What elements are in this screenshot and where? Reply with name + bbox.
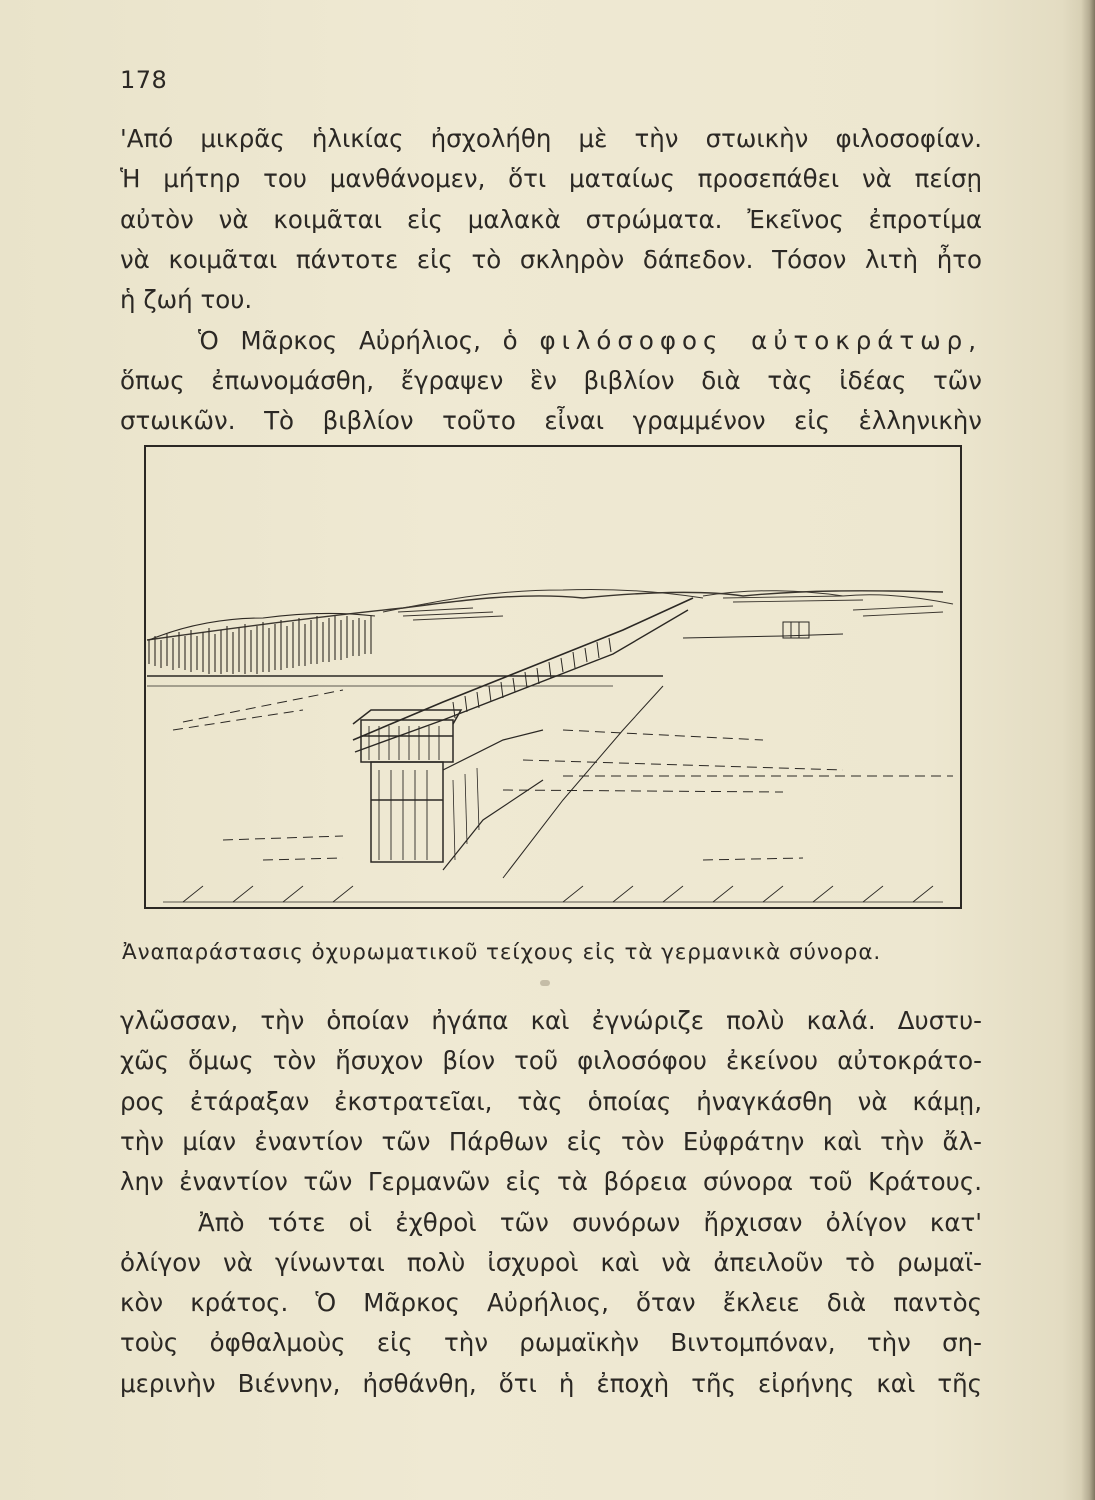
wall-drawing xyxy=(143,440,965,914)
text-line: λην ἐναντίον τῶν Γερμανῶν εἰς τὰ βόρεια σύνορα τοῦ Κράτους. xyxy=(120,1167,982,1197)
text-line: ὅπως ἐπωνομάσθη, ἔγραψεν ἓν βιβλίον διὰ τὰς ἰδέας τῶν xyxy=(120,365,982,395)
text-line: γλῶσσαν, τὴν ὁποίαν ἠγάπα καὶ ἐγνώριζε πολὺ καλά. Δυστυ- xyxy=(120,1006,982,1035)
paragraph-campaigns xyxy=(120,1001,982,1202)
paragraph-enemies xyxy=(120,1203,982,1404)
paragraph-book xyxy=(120,321,982,442)
text-line: ρος ἐτάραξαν ἐκστρατεῖαι, τὰς ὁποίας ἠναγκάσθη νὰ κάμῃ, xyxy=(120,1086,982,1116)
text-line: στωικῶν. Τὸ βιβλίον τοῦτο εἶναι γραμμένον εἰς ἑλληνικὴν xyxy=(120,406,982,436)
text-line: αὐτὸν νὰ κοιμᾶται εἰς μαλακὰ στρώματα. Ἐκεῖνος ἐπροτίμα xyxy=(120,204,982,234)
text-line: Ἡ μήτηρ του μανθάνομεν, ὅτι ματαίως προσεπάθει νὰ πείσῃ xyxy=(120,164,982,194)
paragraph-childhood xyxy=(120,119,982,320)
figure-caption: Ἀναπαράστασις ὀχυρωματικοῦ τείχους εἰς τὰ γερμανικὰ σύνορα. xyxy=(122,940,882,965)
text-line: κὸν κράτος. Ὁ Μᾶρκος Αὐρήλιος, ὅταν ἔκλειε διὰ παντὸς xyxy=(120,1288,982,1318)
text-segment: Ὁ Μᾶρκος Αὐρήλιος, ὁ xyxy=(198,325,518,355)
text-line: τὴν μίαν ἐναντίον τῶν Πάρθων εἰς τὸν Εὐφράτην καὶ τὴν ἄλ- xyxy=(120,1126,982,1156)
print-speck xyxy=(540,980,550,986)
text-line: μερινὴν Βιέννην, ἠσθάνθη, ὅτι ἡ ἐποχὴ τῆς εἰρήνης καὶ τῆς xyxy=(120,1368,982,1398)
emphasized-phrase: φιλόσοφος αὐτοκράτωρ, xyxy=(539,325,982,355)
text-line: νὰ κοιμᾶται πάντοτε εἰς τὸ σκληρὸν δάπεδον. Τόσον λιτὴ ἦτο xyxy=(120,244,982,274)
text-line: τοὺς ὀφθαλμοὺς εἰς τὴν ρωμαϊκὴν Βιντομπόναν, τὴν ση- xyxy=(120,1328,982,1358)
text-line: 'Από μικρᾶς ἡλικίας ἠσχολήθη μὲ τὴν στωικὴν φιλοσοφίαν. xyxy=(120,124,982,153)
page-edge-shadow xyxy=(1081,0,1095,1500)
text-line: Ἀπὸ τότε οἱ ἐχθροὶ τῶν συνόρων ἤρχισαν ὀλίγον κατ' xyxy=(198,1207,982,1237)
fortification-illustration xyxy=(143,440,965,914)
page-number: 178 xyxy=(120,66,168,94)
text-line: ἡ ζωή του. xyxy=(120,285,253,315)
text-line: χῶς ὅμως τὸν ἥσυχον βίον τοῦ φιλοσόφου ἐκείνου αὐτοκράτο- xyxy=(120,1046,982,1076)
text-line: ὀλίγον νὰ γίνωνται πολὺ ἰσχυροὶ καὶ νὰ ἀπειλοῦν τὸ ρωμαϊ- xyxy=(120,1247,982,1277)
text-line xyxy=(120,321,982,361)
